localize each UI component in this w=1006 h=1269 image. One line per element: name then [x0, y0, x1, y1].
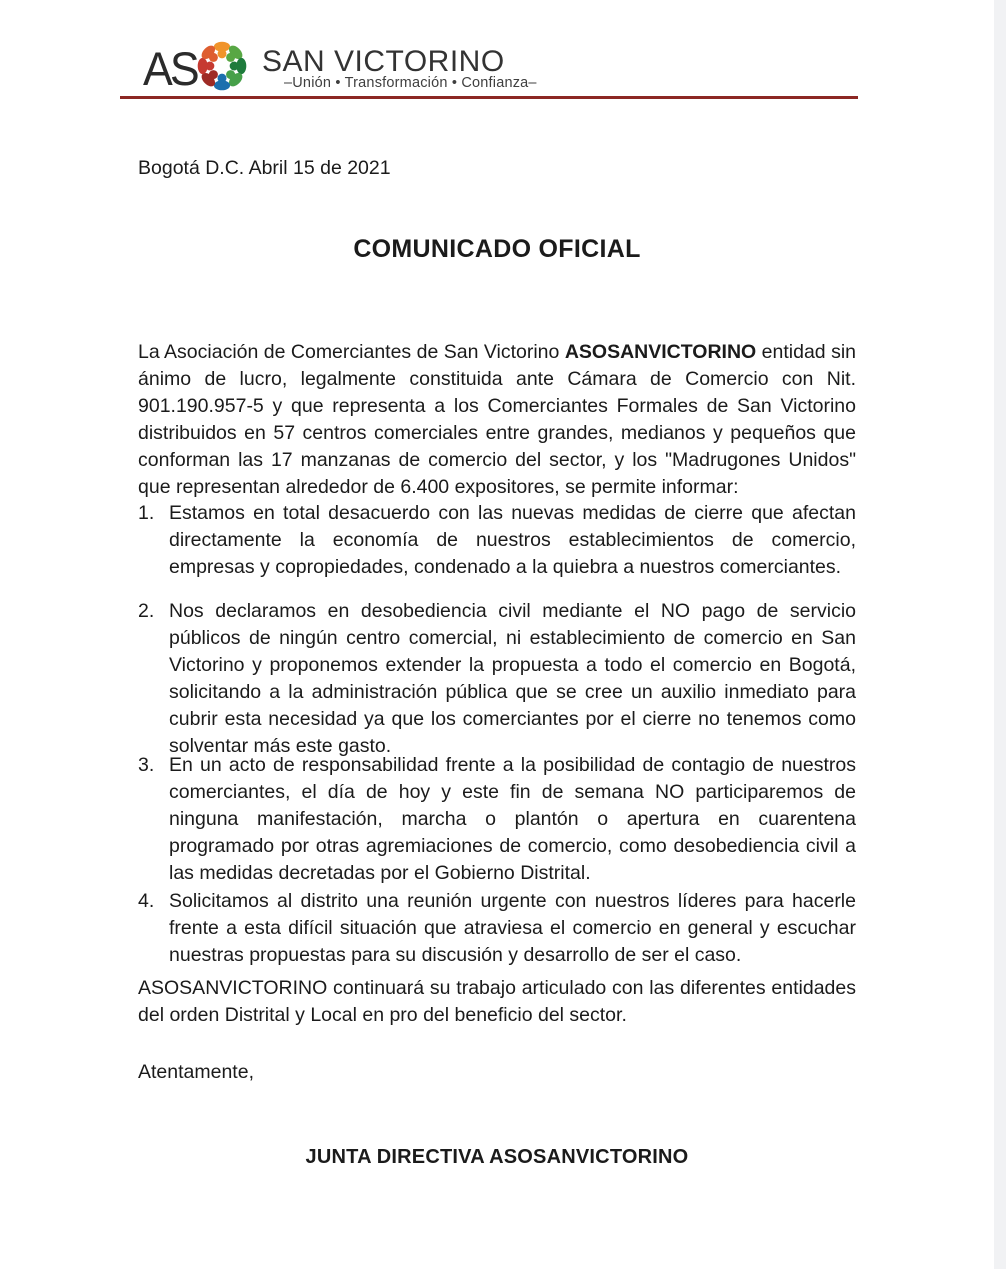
list-item-2	[138, 598, 856, 760]
list-item-text: Solicitamos al distrito una reunión urgente con nuestros líderes para hacerle frente a esta difícil situación que atraviesa el comercio en general y escuchar nuestras propuestas para su discusión y desarrollo de ser el caso.	[169, 890, 856, 966]
logo-brand-name: SAN VICTORINO	[262, 45, 505, 78]
intro-org-name-bold: ASOSANVICTORINO	[564, 341, 757, 363]
signature-line: JUNTA DIRECTIVA ASOSANVICTORINO	[305, 1146, 689, 1168]
intro-text-after: entidad sin ánimo de lucro, legalmente constituida ante Cámara de Comercio con Nit. 901.190.957-5 y que representa a los Comerciantes Formales de San Victorino distribuidos en 57 centros comerciales entre grandes, medianos y pequeños que conforman las 17 manzanas de comercio del sector, y los "Madrugones Unidos" que representan alrededor de 6.400 expositores, se permite informar:	[138, 341, 856, 498]
logo-aso-text: AS	[143, 42, 197, 95]
list-item-text: En un acto de responsabilidad frente a la posibilidad de contagio de nuestros comerciantes, el día de hoy y este fin de semana NO participaremos de ninguna manifestación, marcha o plantón o apertura en cuarentena programado por otras agremiaciones de comercio, como desobediencia civil a las medidas decretadas por el Gobierno Distrital.	[169, 754, 856, 884]
list-item-number: 1.	[138, 502, 155, 524]
aso-people-ring-logo-icon	[195, 39, 249, 93]
date-line: Bogotá D.C. Abril 15 de 2021	[138, 157, 391, 179]
list-item-text: Nos declaramos en desobediencia civil mediante el NO pago de servicio públicos de ningún centro comercial, ni establecimiento de comercio en San Victorino y proponemos extender la propuesta a todo el comercio en Bogotá, solicitando a la administración pública que se cree un auxilio inmediato para cubrir esta necesidad ya que los comerciantes por el cierre no tenemos como solventar más este gasto.	[169, 600, 856, 757]
scan-page-edge	[994, 0, 1006, 1269]
logo-tagline: –Unión • Transformación • Confianza–	[284, 75, 537, 91]
list-item-number: 4.	[138, 890, 155, 912]
intro-text-before: La Asociación de Comerciantes de San Victorino	[138, 341, 565, 363]
document-title: COMUNICADO OFICIAL	[353, 235, 641, 263]
list-item-4	[138, 888, 856, 969]
list-item-1	[138, 500, 856, 581]
list-item-text: Estamos en total desacuerdo con las nuevas medidas de cierre que afectan directamente la economía de nuestros establecimientos de comercio, empresas y copropiedades, condenado a la quiebra a nuestros comerciantes.	[169, 502, 856, 578]
list-item-3	[138, 752, 856, 887]
closing-paragraph: ASOSANVICTORINO continuará su trabajo articulado con las diferentes entidades del orden Distrital y Local en pro del beneficio del sector.	[138, 977, 856, 1026]
list-item-number: 2.	[138, 600, 155, 622]
intro-paragraph	[138, 339, 856, 501]
header-divider-line	[120, 96, 858, 99]
signoff-line: Atentamente,	[138, 1061, 254, 1083]
list-item-number: 3.	[138, 754, 155, 776]
